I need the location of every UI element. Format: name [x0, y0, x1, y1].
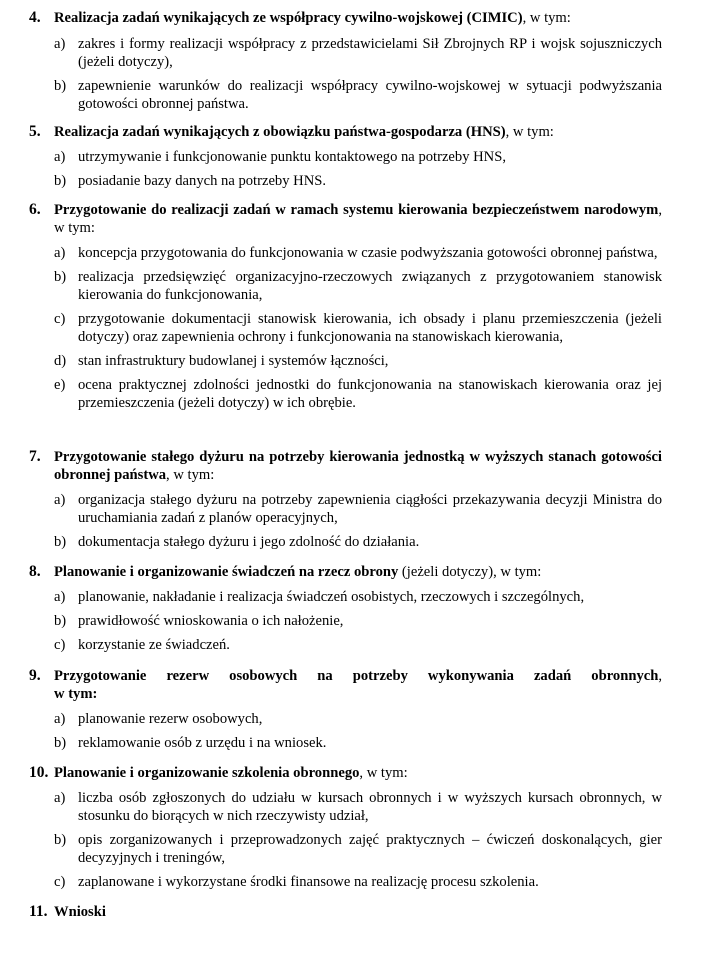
item-letter: a) [54, 492, 66, 508]
item-text: planowanie rezerw osobowych, [78, 711, 263, 727]
list-item [54, 376, 662, 412]
item-letter: b) [54, 613, 67, 629]
item-letter: b) [54, 832, 67, 848]
list-item [54, 352, 662, 370]
item-letter: c) [54, 637, 66, 653]
section-title: Wnioski [54, 904, 106, 920]
section-suffix: , w tym: [54, 202, 662, 236]
item-text: prawidłowość wnioskowania o ich nałożenie, [78, 613, 344, 629]
item-text: realizacja przedsięwzięć organizacyjno-rzeczowych związanych z przygotowaniem stanowisk kierowania do funkcjonowania, [78, 269, 662, 303]
list-item [54, 533, 662, 551]
section-suffix: (jeżeli dotyczy), w tym: [398, 564, 542, 580]
item-text: organizacja stałego dyżuru na potrzeby zapewnienia ciągłości przekazywania decyzji Ministra do uruchamiania zadań z planów operacyjnych, [78, 492, 662, 526]
list-item [54, 310, 662, 346]
section-5 [29, 123, 662, 190]
list-item [54, 268, 662, 304]
section-heading [29, 201, 662, 237]
list-item [54, 873, 662, 891]
section-number: 8. [29, 563, 41, 580]
section-number: 5. [29, 123, 41, 140]
list-item [54, 612, 662, 630]
list-item [54, 636, 662, 654]
item-letter: d) [54, 353, 67, 369]
item-letter: b) [54, 735, 67, 751]
section-heading [29, 563, 662, 581]
section-suffix: , w tym: [359, 765, 408, 781]
section-8 [29, 563, 662, 654]
item-text: planowanie, nakładanie i realizacja świadczeń osobistych, rzeczowych i szczególnych, [78, 589, 585, 605]
item-letter: a) [54, 711, 66, 727]
item-text: liczba osób zgłoszonych do udziału w kursach obronnych i w wyższych kursach obronnych, w stosunku do biorących w nich rzeczywisty udział, [78, 790, 662, 824]
section-suffix: , w tym: [505, 124, 554, 140]
section-title: Realizacja zadań wynikających ze współpracy cywilno-wojskowej (CIMIC) [54, 10, 523, 26]
list-item [54, 35, 662, 71]
item-text: stan infrastruktury budowlanej i systemów łączności, [78, 353, 389, 369]
section-heading [29, 667, 662, 703]
item-letter: c) [54, 311, 66, 327]
item-text: korzystanie ze świadczeń. [78, 637, 230, 653]
list-item [54, 77, 662, 113]
item-letter: a) [54, 36, 66, 52]
section-4 [29, 9, 662, 113]
section-heading [29, 448, 662, 484]
item-letter: b) [54, 173, 67, 189]
item-text: utrzymywanie i funkcjonowanie punktu kontaktowego na potrzeby HNS, [78, 149, 506, 165]
item-letter: a) [54, 589, 66, 605]
section-suffix: , w tym: [522, 10, 571, 26]
list-item [54, 244, 662, 262]
item-letter: a) [54, 149, 66, 165]
section-title-continued: w tym: [54, 686, 98, 702]
item-text: reklamowanie osób z urzędu i na wniosek. [78, 735, 327, 751]
item-text: przygotowanie dokumentacji stanowisk kierowania, ich obsady i planu przemieszczenia (jeżeli dotyczy) oraz zapewnienia ochrony i funkcjonowania na stanowiskach kierowania, [78, 311, 662, 345]
section-title: Planowanie i organizowanie świadczeń na rzecz obrony [54, 564, 399, 580]
section-title: Przygotowanie do realizacji zadań w ramach systemu kierowania bezpieczeństwem narodowym [54, 202, 659, 218]
list-item [54, 588, 662, 606]
list-item [54, 734, 662, 752]
section-number: 11. [29, 903, 48, 920]
section-suffix: , [658, 668, 662, 684]
section-number: 10. [29, 764, 49, 781]
section-title: Planowanie i organizowanie szkolenia obronnego [54, 765, 360, 781]
section-number: 7. [29, 448, 41, 465]
item-letter: a) [54, 790, 66, 806]
item-text: opis zorganizowanych i przeprowadzonych zajęć praktycznych – ćwiczeń doskonalących, gier decyzyjnych i treningów, [78, 832, 662, 866]
section-number: 4. [29, 9, 41, 26]
item-text: koncepcja przygotowania do funkcjonowania w czasie podwyższania gotowości obronnej państwa, [78, 245, 658, 261]
section-title: Przygotowanie stałego dyżuru na potrzeby kierowania jednostką w wyższych stanach gotowości obronnej państwa [54, 449, 662, 483]
list-item [54, 148, 662, 166]
list-item [54, 491, 662, 527]
section-10 [29, 764, 662, 891]
item-text: ocena praktycznej zdolności jednostki do funkcjonowania na stanowiskach kierowania oraz jej przemieszczenia (jeżeli dotyczy) w ich obrębie. [78, 377, 662, 411]
list-item [54, 710, 662, 728]
section-number: 6. [29, 201, 41, 218]
item-text: posiadanie bazy danych na potrzeby HNS. [78, 173, 327, 189]
section-title: Realizacja zadań wynikających z obowiązku państwa-gospodarza (HNS) [54, 124, 506, 140]
list-item [54, 789, 662, 825]
section-heading [29, 903, 662, 921]
item-letter: a) [54, 245, 66, 261]
item-letter: b) [54, 78, 67, 94]
section-title: Przygotowanie rezerw osobowych na potrzeby wykonywania zadań obronnych [54, 668, 659, 684]
item-text: zakres i formy realizacji współpracy z przedstawicielami Sił Zbrojnych RP i wojsk sojuszniczych (jeżeli dotyczy), [78, 36, 662, 70]
list-item [54, 831, 662, 867]
item-text: dokumentacja stałego dyżuru i jego zdolność do działania. [78, 534, 420, 550]
list-item [54, 172, 662, 190]
item-letter: c) [54, 874, 66, 890]
section-7 [29, 448, 662, 551]
item-letter: e) [54, 377, 66, 393]
section-6 [29, 201, 662, 412]
item-text: zapewnienie warunków do realizacji współpracy cywilno-wojskowej w sytuacji podwyższania gotowości obronnej państwa. [78, 78, 662, 112]
section-9 [29, 667, 662, 752]
section-heading [29, 9, 662, 27]
item-letter: b) [54, 269, 67, 285]
section-heading [29, 764, 662, 782]
item-text: zaplanowane i wykorzystane środki finansowe na realizację procesu szkolenia. [78, 874, 539, 890]
section-heading [29, 123, 662, 141]
section-suffix: , w tym: [166, 467, 215, 483]
section-11 [29, 903, 662, 921]
item-letter: b) [54, 534, 67, 550]
section-number: 9. [29, 667, 41, 684]
